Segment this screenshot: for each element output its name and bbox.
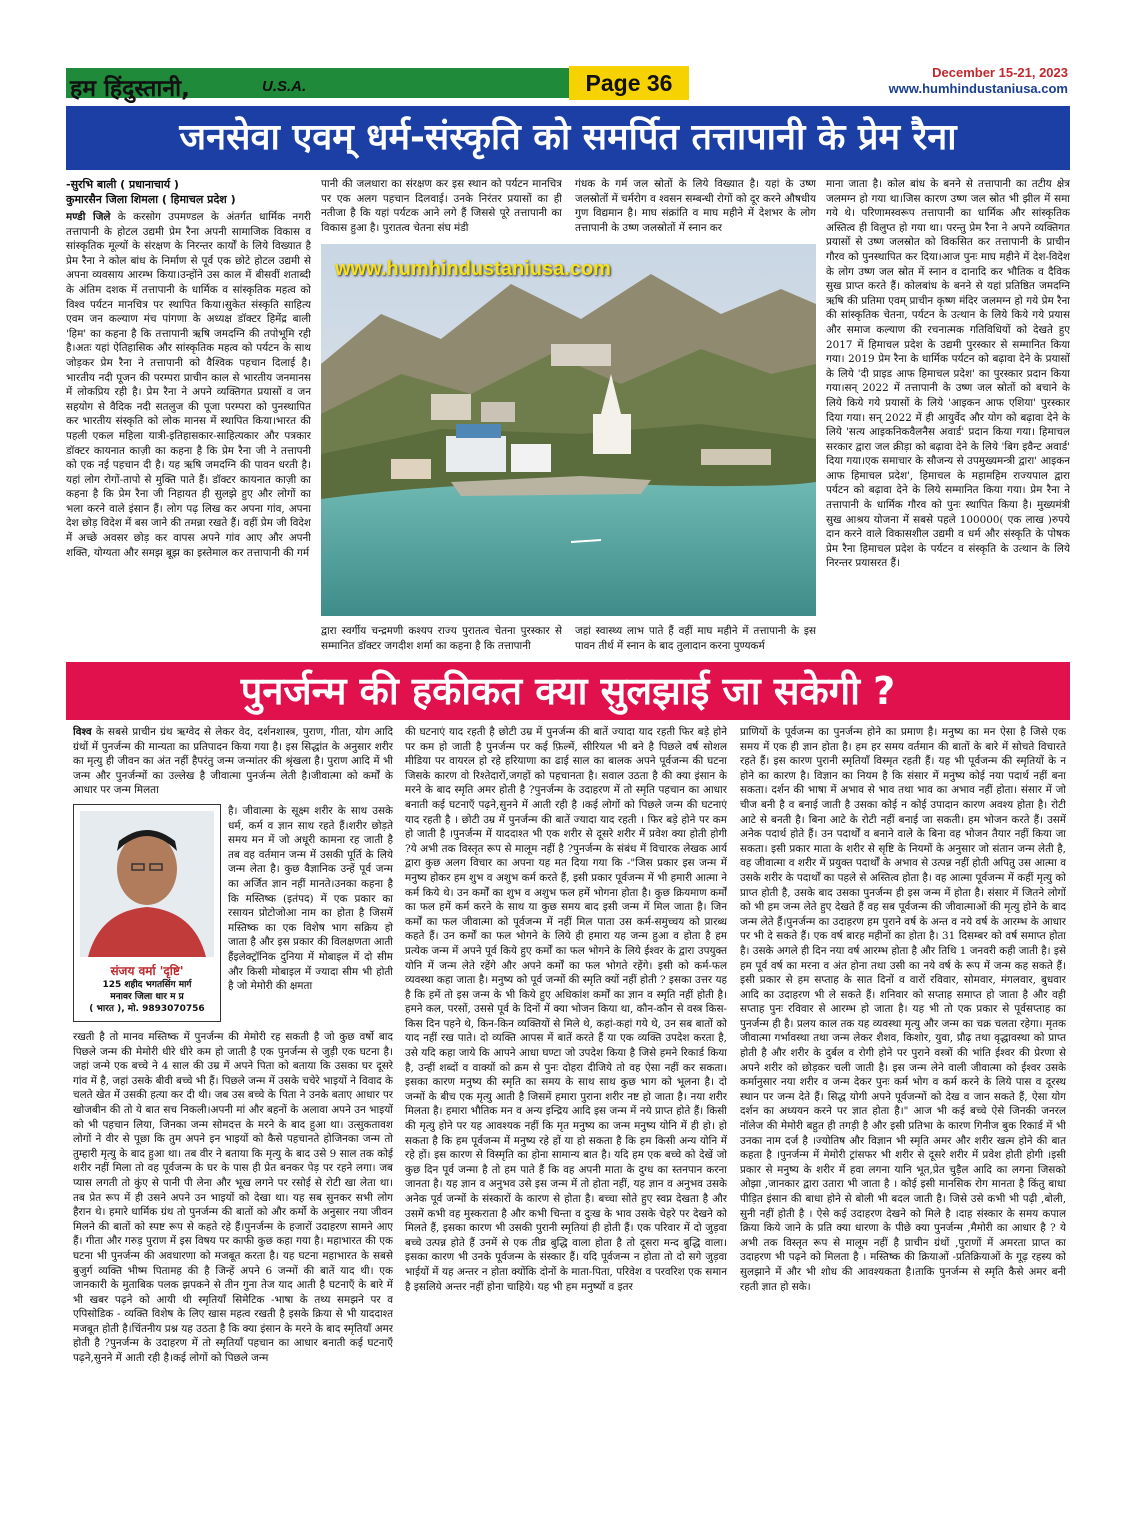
article2-column-1-side: है। जीवात्मा के सूक्ष्म शरीर के साथ उसके धर्म, कर्म व ज्ञान साथ रहते हैं।शरीर छोड़ते समय मन में जो अधूरी कामना रह जाती है तब वह वर्तमान जन्म में उसकी पूर्ति के लिये जन्म लेता है। कुछ वैज्ञानिक उन्हें पूर्व जन्म का अर्जित ज्ञान नहीं मानते।उनका कहना है कि मस्तिष्क (इतंपद) में एक प्रकार का रसायन प्रोटोजोआ नाम का होता है जिसमें मस्तिष्क का एक विशेष भाग सक्रिय हो जाता है और इस प्रकार की विलक्षणता आती हैंइलेक्ट्रॉनिक दुनिया में मोबाइल में दो सीम और किसी मोबाइल में ज्यादा सीम भी होती है जो मेमोरी की क्षमता [228, 805, 393, 993]
article2-column-2: की घटनाएं याद रहती है छोटी उम्र में पुनर्जन्म की बातें ज्यादा याद रहती फिर बड़े होने पर कम हो जाती है पुनर्जन्म पर कई फ़िल्में, सीरियल भी बने है पिछले वर्ष सोशल मीडिया पर वायरल हो रहे हरियाणा का ढाई साल का बालक अपने पूर्वजन्म की घटना जिसके कारण वो रिश्तेदारों,जगहों को पहचानता है। सवाल उठता है की क्या इंसान के मरने के बाद स्मृति अमर होती है ?पुनर्जन्म के उदाहरण में तो स्मृति पहचान का आधार बनाती कई घटनाएँ पढ़ने,सुनने में आती रही है ।कई लोगों को पिछले जन्म की घटनाएं याद रहती है । छोटी उम्र में पुनर्जन्म की बातें ज्यादा याद रहती । फिर बड़े होने पर कम हो जाती है ।पुनर्जन्म में याददाश्त भी एक शरीर से दूसरे शरीर में प्रवेश क्या होती होगी ?ये अभी तक विस्तृत रूप से मालूम नहीं है ?पुनर्जन्म के संबंध में विचारक लेखक आर्य द्वारा कुछ अलग विचार का अपना यह मत दिया गया कि -"जिस प्रकार इस जन्म में मनुष्य होकर हम शुभ व अशुभ कर्म करते हैं, इसी प्रकार पूर्वजन्म में भी हमारी आत्मा ने कर्म किये थे। उन कर्मों का शुभ व अशुभ फल हमें भोगना होता है। कुछ क्रियमाण कर्मों का फल हमें कर्म करने के साथ या कुछ समय बाद इसी जन्म में मिल जाता है। जिन कर्मों का फल जीवात्मा को पूर्वजन्म में नहीं मिल पाता उस कर्म-समुच्चय को प्रारब्ध कहते हैं। उन कर्मों का फल भोगने के लिये ही हमारा यह जन्म हुआ व होता है हम प्रत्येक जन्म में अपने पूर्व किये हुए कर्मों का फल भोगने के लिये ईश्वर के द्वारा उपयुक्त योनि में जन्म लेते रहेंगे और अपने कर्मों का फल भोगते रहेंगे। इसी को कर्म-फल व्यवस्था कहा जाता है। मनुष्य को पूर्व जन्मों की स्मृति क्यों नहीं होती ? इसका उत्तर यह है कि हमें तो इस जन्म के भी किये हुए अधिकांश कर्मों का ज्ञान व स्मृति नहीं होती है। हमने कल, परसों, उससे पूर्व के दिनों में क्या भोजन किया था, कौन-कौन से वस्त्र किस-किस दिन पहने थे, किन-किन व्यक्तियों से मिले थे, कहां-कहां गये थे, उन सब बातों को याद नहीं रख पाते। दो व्यक्ति आपस में बातें करते हैं या एक व्यक्ति उपदेश करता है, उसे यदि कहा जाये कि आपने आधा घण्टा जो उपदेश किया है जिसे हमने रिकार्ड किया है, उन्हीं शब्दों व वाक्यों को क्रम से पुनः दोहरा दीजिये तो वह ऐसा नहीं कर सकता। इसका कारण मनुष्य की स्मृति का समय के साथ साथ कुछ भाग को भूलना है। दो जन्मों के बीच एक मृत्यु आती है जिसमें हमारा पुराना शरीर नष्ट हो जाता है। नया शरीर मिलता है। हमारा भौतिक मन व अन्य इन्द्रिय आदि इस जन्म में नये प्राप्त होते हैं। किसी की मृत्यु होने पर यह आवश्यक नहीं कि मृत मनुष्य का जन्म मनुष्य योनि में ही हो। हो सकता है कि हम पूर्वजन्म में मनुष्य रहे हों या हो सकता है कि हम किसी अन्य योनि में रहे हों। इस कारण से विस्मृति का होना सामान्य बात है। यदि हम एक बच्चे को देखें जो कुछ दिन पूर्व जन्मा है तो हम पाते हैं कि वह अपनी माता के दुग्ध का स्तनपान करना जानता है। यह ज्ञान व अनुभव उसे इस जन्म में तो होता नहीं, यह ज्ञान व अनुभव उसके अनेक पूर्व जन्मों के संस्कारों के कारण से होता है। बच्चा सोते हुए स्वप्न देखता है और उसमें कभी वह मुस्कराता है और कभी चिन्ता व दुःख के भाव उसके चेहरे पर देखने को मिलते हैं, इसका कारण भी उसकी पुरानी स्मृतियां ही होती हैं। एक परिवार में दो जुड़वा बच्चे उत्पन्न होते हैं उनमें से एक तीव्र बुद्धि वाला होता है तो दूसरा मन्द बुद्धि वाला। इसका कारण भी उनके पूर्वजन्म के संस्कार हैं। यदि पूर्वजन्म न होता तो दो सगे जुड़वा भाईयों में यह अन्तर न होता क्योंकि दोनों के माता-पिता, परिवेश व परवरिश एक समान है इसलिये अन्तर नहीं होना चाहिये। यह भी हम मनुष्यों व इतर [405, 726, 727, 1293]
article1-column-2-top: पानी की जलधारा का संरक्षण कर इस स्थान को पर्यटन मानचित्र पर एक अलग पहचान दिलवाई। उनके निरंतर प्रयासों का ही नतीजा है कि यहां पर्यटक आने लगे हैं जिससे पूरे तत्तापानी का विकास हुआ है। पुरातत्व चेतना संघ मंडी [321, 178, 562, 234]
author-address-line-2: मनावर जिला धार म प्र [110, 992, 184, 1002]
page-number: Page 36 [569, 66, 689, 100]
lake-hills-illustration [321, 244, 816, 616]
masthead [66, 66, 1070, 100]
masthead-band [66, 68, 569, 102]
article2-column-3: प्राणियों के पूर्वजन्म का पुनर्जन्म होने का प्रमाण है। मनुष्य का मन ऐसा है जिसे एक समय में एक ही ज्ञान होता है। हम हर समय वर्तमान की बातों के बारे में सोचते विचारते रहते हैं। इस कारण पुरानी स्मृतियाँ विस्मृत रहती हैं। यह भी पूर्वजन्म की स्मृतियों के न होने का कारण है। विज्ञान का नियम है कि संसार में मनुष्य कोई नया पदार्थ नहीं बना सकता। दर्शन की भाषा में अभाव से भाव तथा भाव का अभाव नहीं होता। संसार में जो चीज बनी है व बनाई जाती है उसका कोई न कोई उपादान कारण अवश्य होता है। रोटी आटे से बनती है। बिना आटे के रोटी नहीं बनाई जा सकती। हम भोजन करते हैं। उसमें अनेक पदार्थ होते हैं। उन पदार्थों व बनाने वाले के बिना वह भोजन तैयार नहीं किया जा सकता। इसी प्रकार माता के शरीर से सृष्टि के नियमों के अनुसार जो संतान जन्म लेती है, वह जीवात्मा व शरीर में प्रयुक्त पदार्थों के अभाव से उत्पन्न नहीं होती अपितु उस आत्मा व उसके शरीर के पदार्थों का पहले से अस्तित्व होता है। वह आत्मा पूर्वजन्म में कहीं मृत्यु को प्राप्त होती है, उसके बाद उसका पुनर्जन्म ही इस जन्म में होता है। संसार में जितने लोगों को भी हम जन्म लेते हुए देखते हैं वह सब पूर्वजन्म की जीवात्माओं की मृत्यु होने के बाद जन्म लेते हैं।पुनर्जन्म का उदाहरण हम पुराने वर्ष के अन्त व नये वर्ष के आरम्भ के आधार पर भी दे सकते हैं। एक वर्ष बारह महीनों का होता है। 31 दिसम्बर को वर्ष समाप्त होता है। उसके अगले ही दिन नया वर्ष आरम्भ होता है और तिथि 1 जनवरी कही जाती है। इसे हम पूर्व वर्ष का मरना व अंत होना तथा उसी का नये वर्ष के रूप में जन्म कह सकते हैं। इसी प्रकार से हम सप्ताह के सात दिनों व वारों रविवार, सोमवार, मंगलवार, बुधवार आदि का उदाहरण भी ले सकते हैं। शनिवार को सप्ताह समाप्त हो जाता है और वही सप्ताह पुनः रविवार से आरम्भ हो जाता है। यह भी तो एक प्रकार से पूर्वसप्ताह का पुनर्जन्म ही है। प्रलय काल तक यह व्यवस्था मृत्यु और जन्म का चक्र चलता रहेगा। मृतक जीवात्मा गर्भावस्था तथा जन्म लेकर शैशव, किशोर, युवा, प्रौढ़ तथा वृद्धावस्था को प्राप्त होती है और शरीर के दुर्बल व रोगी होने पर पुराने वस्त्रों की भांति ईश्वर की प्रेरणा से अपने शरीर को छोड़कर चली जाती है। इस जन्म लेने वाली जीवात्मा को ईश्वर उसके कर्मानुसार नया शरीर व जन्म देकर पुनः कर्म भोग व कर्म करने के लिये पास व दूरस्थ स्थान पर जन्म देते हैं। सिद्ध योगी अपने पूर्वजन्मों को देख व जान सकते हैं, ऐसा योग दर्शन का अध्ययन करने पर ज्ञात होता है।" आज भी कई बच्चे ऐसे जिनकी जनरल नॉलेज की मेमोरी बहुत ही तगड़ी है और इसी प्रतिभा के कारण गिनीज बुक रिकार्ड में भी उनका नाम दर्ज है ।ज्योतिष और विज्ञान भी स्मृति अमर और शरीर खत्म होने की बात कहता है ।पुनर्जन्म में मेमोरी ट्रांसफर भी शरीर से दूसरे शरीर में प्रवेश होती होगी ।इसी प्रकार से मनुष्य के शरीर में हवा लगना यानि भूत,प्रेत चुड़ैल आदि का लगना जिसको ओझा ,जानकार द्वारा उतारा भी जाता है । कोई इसी मानसिक रोग मानता है किंतु बाधा पीड़ित इंसान की बाधा होने से बोली भी बदल जाती है। जिसे उसे कभी भी पढ़ी ,बोली, सुनी नहीं होती है । ऐसे कई उदाहरण देखने को मिले है ।दाह संस्कार के समय कपाल क्रिया किये जाने के प्रति क्या धारणा के पीछे क्या पुनर्जन्म ,मैमोरी का आधार है ? ये अभी तक विस्तृत रूप से मालूम नहीं है प्राचीन ग्रंथों ,पुराणों में अमरता प्राप्त का उदाहरण भी पढ़ने को मिलता है । मस्तिष्क की क्रियाओं -प्रतिक्रियाओं के गूढ़ रहस्य को सुलझाने में और भी शोध की आवश्यकता है।ताकि पुनर्जन्म से स्मृति कैसे अमर बनी रहती ज्ञात हो सके। [740, 726, 1066, 1293]
article1-byline-place: कुमारसैन जिला शिमला ( हिमाचल प्रदेश ) [66, 193, 236, 206]
website-url[interactable]: www.humhindustaniusa.com [888, 81, 1068, 96]
newspaper-name: हम हिंदुस्तानी, [70, 76, 190, 102]
article1-caption-left: द्वारा स्वर्गीय चन्द्रमणी कश्यप राज्य पुरातत्व चेतना पुरस्कार से सम्मानित डॉक्टर जगदीश शर्मा का कहना है कि तत्तापानी [321, 625, 562, 652]
tattapani-photo [321, 244, 816, 616]
article1-column-1-text: के करसोग उपमण्डल के अंतर्गत धार्मिक नगरी तत्तापानी के होटल उद्यमी प्रेम रैना अपनी सामाजिक विकास व सांस्कृतिक मूल्यों के संरक्षण के निरन्तर कार्यों के लिये विख्यात है प्रेम रैना ने कोल बांध के निर्माण से पूर्व एक छोटे होटल उद्यमी से अपना व्यवसाय आरम्भ किया।उन्होंने उस काल में बीसवीं शताब्दी के अंतिम दशक में तत्तापानी के धार्मिक व सांस्कृतिक महत्व को विश्व पर्यटन मानचित्र पर स्थापित किया।सुकेत संस्कृति साहित्य एवम जन कल्याण मंच पांगणा के अध्यक्ष डॉक्टर हिमेंद्र बाली 'हिम' का कहना है कि तत्तापानी ऋषि जमदग्नि की तपोभूमि रही है।अतः यहां ऐतिहासिक और सांस्कृतिक महत्व को पर्यटन के साथ जोड़कर प्रेम रैना ने तत्तापानी को वैश्विक पहचान दिलाई है। भारतीय नदी पूजन की परम्परा प्राचीन काल से भारतीय जनमानस में लोकप्रिय रही है। प्रेम रैना ने अपने व्यक्तिगत प्रयासों व जन सहयोग से वैदिक नदी सतलुज की पूजा परम्परा को पुनस्थापित कर भारतीय संस्कृति को लोक मानस में स्थापित किया।भारत की पहली एकल महिला यात्री-इतिहासकार-साहित्यकार और पत्रकार डॉक्टर कायनात काज़ी का कहना है कि प्रेम रैना जी ने तत्तापनी को एक नई पहचान दी है। यह ऋषि जमदग्नि की पावन धरती है। यहां लोग रोगों-तापो से मुक्ति पाते हैं। डॉक्टर कायनात काज़ी का कहना है कि प्रेम रैना जी निहायत ही सुलझे हुए और लोगों का भला करने वाले इंसान हैं। लोग पढ़ लिख कर अपना गांव, अपना देश छोड़ विदेश में बस जाने की तमन्ना रखते हैं। वहीं प्रेम जी विदेश में अच्छे अवसर छोड़ कर वापस अपने गांव आए और अपनी शक्ति, योग्यता और समझ बूझ का इस्तेमाल कर तत्तापानी की गर्म [66, 211, 311, 559]
photo-watermark: www.humhindustaniusa.com [335, 258, 611, 280]
article1-lead-word: मण्डी जिले [66, 211, 111, 223]
article1-column-4: माना जाता है। कोल बांध के बनने से तत्तापानी का तटीय क्षेत्र जलमग्न हो गया था।जिस कारण उष्ण जल स्रोत भी झील में समा गये थे। परिणामस्वरूप तत्तापानी का धार्मिक और सांस्कृतिक अस्तित्व ही विलुप्त हो गया था। परन्तु प्रेम रैना ने अपने व्यक्तिगत प्रयासों से उष्ण जलस्रोत को विकसित कर तत्तापानी के प्राचीन गौरव को पुनस्थापित कर दिया।आज पुनः माघ महीने में देश-विदेश के लोग उष्ण जल स्रोत में स्नान व दानादि कर भौतिक व दैविक सुख प्राप्त करते हैं। कोलबांध के बनने से यहां प्रतिष्ठित जमदग्नि ऋषि की प्रतिमा एवम् प्राचीन कृष्ण मंदिर जलमग्न हो गये प्रेम रैना की सांस्कृतिक चेतना, पर्यटन के उत्थान के लिये किये गये प्रयास और समाज कल्याण की रचनात्मक गतिविधियों को देखते हुए 2017 में हिमाचल प्रदेश के उद्यमी पुरस्कार से सम्मानित किया गया। 2019 प्रेम रैना के धार्मिक पर्यटन को बढ़ावा देने के प्रयासों के लिये 'दी प्राइड आफ हिमाचल प्रदेश' का पुरस्कार प्रदान किया गया।सन् 2022 में तत्तापानी के उष्ण जल स्रोतों को बचाने के लिये किये गये प्रयासों के लिये 'आइकन आफ एशिया' पुरस्कार दिया गया। सन् 2022 में ही आयुर्वेद और योग को बढ़ावा देने के लिये 'सत्य आइकनिकवैलनैस अवार्ड' प्रदान किया गया। हिमाचल सरकार द्वारा जल क्रीड़ा को बढ़ावा देने के लिये 'बिग इवैन्ट अवार्ड' दिया गया।एक समाचार के सौजन्य से उपमुख्यमन्त्री द्वारा' आइकन आफ हिमाचल प्रदेश', हिमाचल के महामहिम राज्यपाल द्वारा पर्यटन को बढ़ावा देने के लिये सम्मानित किया गया। प्रेम रैना ने तत्तापानी के धार्मिक गौरव को पुनः स्थापित किया है। मुख्यमंत्री सुख आश्रय योजना में सबसे पहले 100000( एक लाख )रुपये दान करने वाले विकासशील उद्यमी व धर्म और संस्कृति के पोषक प्रेम रैना हिमाचल प्रदेश के पर्यटन व संस्कृति के उत्थान के लिये निरन्तर प्रयासरत हैं। [826, 178, 1070, 570]
author-name: संजय वर्मा 'दृष्टि' [110, 964, 184, 978]
article1-byline [66, 177, 311, 207]
article2-lead-word: विश्व [73, 726, 92, 738]
author-address [74, 979, 220, 1015]
article1-column-3-top: गंधक के गर्म जल स्रोतों के लिये विख्यात है। यहां के उष्ण जलस्रोतों में चर्मरोग व श्वसन सम्बन्धी रोगों को दूर करने औषधीय गुण विद्यमान है। माघ संक्रांति व माघ महीने में देशभर के लोग तत्तापानी के उष्ण जलस्रोतों में स्नान कर [575, 178, 816, 234]
article2-column-1-top-text: के सबसे प्राचीन ग्रंथ ऋग्वेद से लेकर वेद, दर्शनशास्त्र, पुराण, गीता, योग आदि ग्रंथों में पुनर्जन्म की मान्यता का प्रतिपादन किया गया है। इस सिद्धांत के अनुसार शरीर का मृत्यु ही जीवन का अंत नहीं हैपरंतु जन्म जन्मांतर की श्रृंखला है। पुराण आदि में भी जन्म और पुनर्जन्मों का उल्लेख है जीवात्मा पुनर्जन्म लेती है।जीवात्मा को कर्मों के आधार पर जन्म मिलता [73, 726, 393, 797]
article1-column-1 [66, 210, 311, 653]
article1-headline: जनसेवा एवम् धर्म-संस्कृति को समर्पित तत्तापानी के प्रेम रैना [66, 106, 1070, 170]
article1-caption-right: जहां स्वास्थ्य लाभ पाते हैं वहीं माघ महीने में तत्तापानी के इस पावन तीर्थ में स्नान के बाद तुलादान करना पुण्यकर्म [575, 625, 816, 652]
author-box [73, 804, 221, 1022]
author-address-line-1: 125 शहीद भगतसिंग मार्ग [102, 980, 192, 990]
article2-headline: पुनर्जन्म की हकीकत क्या सुलझाई जा सकेगी ? [66, 662, 1070, 720]
author-address-line-3: ( भारत ), मो. 9893070756 [89, 1004, 205, 1014]
article2-column-1-bottom: रखती है तो मानव मस्तिष्क में पुनर्जन्म की मेमोरी रह सकती है जो कुछ वर्षो बाद पिछले जन्म की मेमोरी धीरे धीरे कम हो जाती है एक पुनर्जन्म से जुड़ी एक घटना है।जहां जन्मे एक बच्चे ने 4 साल की उम्र में अपने पिता को बताया कि उसका घर दूसरे गांव में है, जहां उसके बीवी बच्चे भी हैं। पिछले जन्म में उसके चचेरे भाइयों ने विवाद के चलते खेत में उसकी हत्या कर दी थी। जब उस बच्चे के पिता ने उनके बताए आधार पर खोजबीन की तो ये बात सच निकली।अपनी मां और बहनों के अलावा अपने उन भाइयों को भी पहचान लिया, जिनका जन्म सोमदत्त के मरने के बाद हुआ था। उत्सुकतावश लोगों ने वीर से पूछा कि तुम अपने इन भाइयों को कैसे पहचानते होजिनका जन्म तो तुम्हारी मृत्यु के बाद हुआ था। तब वीर ने बताया कि मृत्यु के बाद उसे 9 साल तक कोई शरीर नहीं मिला तो वह पूर्वजन्म के घर के पास ही प्रेत बनकर पेड़ पर रहने लगा। जब प्यास लगती तो कुंए से पानी पी लेना और भूख लगने पर रसोई से रोटी खा लेता था। तब प्रेत रूप में ही उसने अपने उन भाइयों को देखा था। यह सब सुनकर सभी लोग हैरान थे। हमारे धार्मिक ग्रंथ तो पुनर्जन्म की बातों को और कर्मो के अनुसार नया जीवन मिलने की बातों को स्पष्ट रूप से कहते रहे हैं।पुनर्जन्म के हजारों उदाहरण सामने आए हैं। गीता और गरुड़ पुराण में इस विषय पर काफी कुछ कहा गया है। महाभारत की एक घटना भी पुनर्जन्म की अवधारणा को मजबूत करता है। यह घटना महाभारत के सबसे बुजुर्ग व्यक्ति भीष्म पितामह की है जिन्हें अपने 6 जन्मों की बातें याद थी। एक जानकारी के मुताबिक पलक झपकने से तीन गुना तेज याद आती है घटनाएँ के बारे में भी खबर पढ़ने को आयी थी स्मृतियाँ सिमेटिक -भाषा के तथ्य समझने पर व एपिसोडिक - व्यक्ति विशेष के लिए खास महत्व रखती है इसके क्रिया से भी याददाश्त मजबूत होती है।चिंतनीय प्रश्न यह उठता है कि क्या इंसान के मरने के बाद स्मृतियाँ अमर होती है ?पुनर्जन्म के उदाहरण में तो स्मृतियाँ पहचान का आधार बनाती कई घटनाएँ पढ़ने,सुनने में आती रही है।कई लोगों को पिछले जन्म [73, 1031, 393, 1365]
article1-byline-author: -सुरभि बाली ( प्रधानाचार्य ) [66, 178, 179, 191]
newspaper-location: U.S.A. [262, 78, 307, 95]
author-portrait [80, 811, 214, 957]
issue-date: December 15-21, 2023 [932, 65, 1068, 80]
author-photo [80, 811, 214, 957]
article2-column-1-top [73, 725, 393, 801]
